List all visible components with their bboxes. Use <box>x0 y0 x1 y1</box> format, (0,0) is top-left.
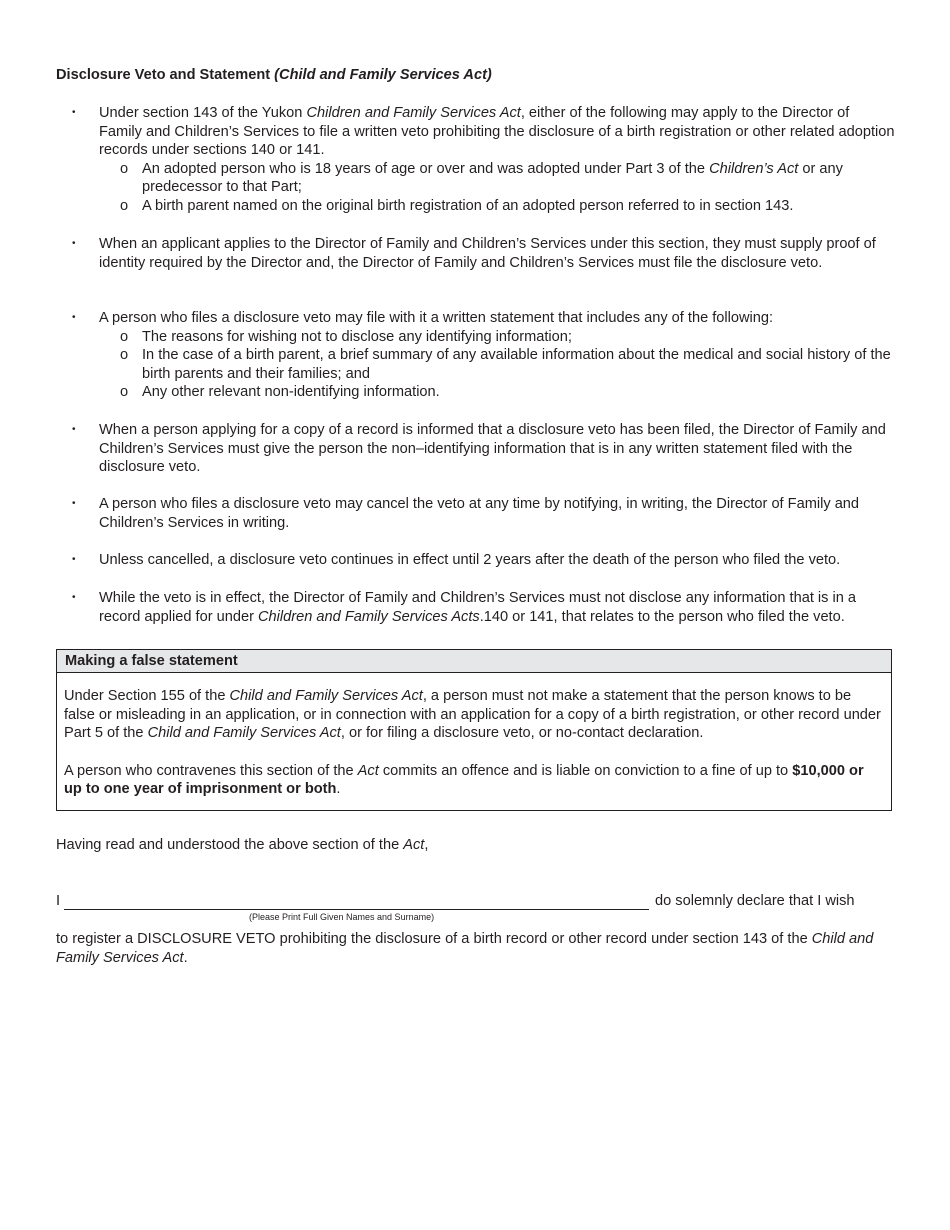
bullet-text: Unless cancelled, a disclosure veto continues in effect until 2 years after the death of the person who filed the veto. <box>99 552 841 568</box>
sub-item: o The reasons for wishing not to disclose any identifying information; <box>120 328 572 345</box>
circle-bullet-icon: o <box>120 160 129 177</box>
bullet-item <box>72 495 895 532</box>
bullet-item <box>72 309 895 402</box>
bullet-text: A person who files a disclosure veto may cancel the veto at any time by notifying, in writing, the Director of Family and Children’s Services in writing. <box>99 496 860 531</box>
title-text: Disclosure Veto and Statement <box>56 67 275 83</box>
false-statement-box <box>56 649 892 811</box>
sub-list <box>99 328 895 402</box>
bullet-dot-icon: • <box>72 107 76 118</box>
circle-bullet-icon: o <box>120 384 129 401</box>
circle-bullet-icon: o <box>120 197 129 214</box>
sub-list <box>99 160 895 216</box>
circle-bullet-icon: o <box>120 328 129 345</box>
bullet-dot-icon: • <box>72 312 76 323</box>
circle-bullet-icon: o <box>120 347 129 364</box>
bullet-item <box>72 421 895 477</box>
sub-item: o In the case of a birth parent, a brief summary of any available information about the medical and social history of the birth parents and their families; and <box>120 347 891 382</box>
bullet-dot-icon: • <box>72 554 76 565</box>
bullet-text: When a person applying for a copy of a record is informed that a disclosure veto has been filed, the Director of Family and Children’s Services must give the person the non–identifying information that is in any written statement filed with the disclosure veto. <box>99 422 886 476</box>
sub-item: o A birth parent named on the original birth registration of an adopted person referred to in section 143. <box>120 197 794 214</box>
bullet-dot-icon: • <box>72 498 76 509</box>
declaration-prefix: I <box>56 893 61 909</box>
bullet-item <box>72 235 895 272</box>
name-input-line[interactable] <box>64 909 649 910</box>
title-act: (Child and Family Services Act) <box>274 67 492 83</box>
page-title <box>56 66 492 85</box>
declaration-suffix: do solemnly declare that I wish <box>655 893 855 909</box>
name-field-hint: (Please Print Full Given Names and Surname) <box>249 912 435 922</box>
bullet-item <box>72 104 895 216</box>
sub-item: o Any other relevant non-identifying information. <box>120 384 440 401</box>
box-paragraph: A person who contravenes this section of the Act commits an offence and is liable on conviction to a fine of up to $10,000 or up to one year of imprisonment or both. <box>64 762 864 798</box>
bullet-item <box>72 551 895 570</box>
bullet-text: When an applicant applies to the Director of Family and Children’s Services under this section, they must supply proof of identity required by the Director and, the Director of Family and Children’s Services must file the disclosure veto. <box>99 236 876 271</box>
intro-text: Having read and understood the above section of the Act, <box>56 837 429 853</box>
bullet-dot-icon: • <box>72 238 76 249</box>
bullet-text: While the veto is in effect, the Director of Family and Children’s Services must not disclose any information that is in a record applied for under Children and Family Services Acts.140 or 141, that relates to the person who filed the veto. <box>99 590 857 625</box>
sub-item: o An adopted person who is 18 years of age or over and was adopted under Part 3 of the Children’s Act or any predecessor to that Part; <box>120 160 843 196</box>
box-paragraph: Under Section 155 of the Child and Family Services Act, a person must not make a statement that the person knows to be false or misleading in an application, or in connection with an application for a copy of a birth registration, or other record under Part 5 of the Child and Family Services Act, or for filing a disclosure veto, or no-contact declaration. <box>64 688 881 742</box>
bullet-dot-icon: • <box>72 424 76 435</box>
bullet-dot-icon: • <box>72 592 76 603</box>
box-heading: Making a false statement <box>57 650 891 673</box>
bullet-text: A person who files a disclosure veto may file with it a written statement that includes any of the following: <box>99 310 774 326</box>
box-body <box>57 673 891 799</box>
bullet-text: Under section 143 of the Yukon Children and Family Services Act, either of the following may apply to the Director of Family and Children’s Services to file a written veto prohibiting the disclosure of a birth registration or other related adoption records under sections 140 or 141. <box>99 105 895 159</box>
declaration-line <box>56 892 886 911</box>
bullet-item <box>72 589 895 626</box>
declaration-body: to register a DISCLOSURE VETO prohibiting the disclosure of a birth record or other record under section 143 of the Child and Family Services Act. <box>56 931 874 966</box>
